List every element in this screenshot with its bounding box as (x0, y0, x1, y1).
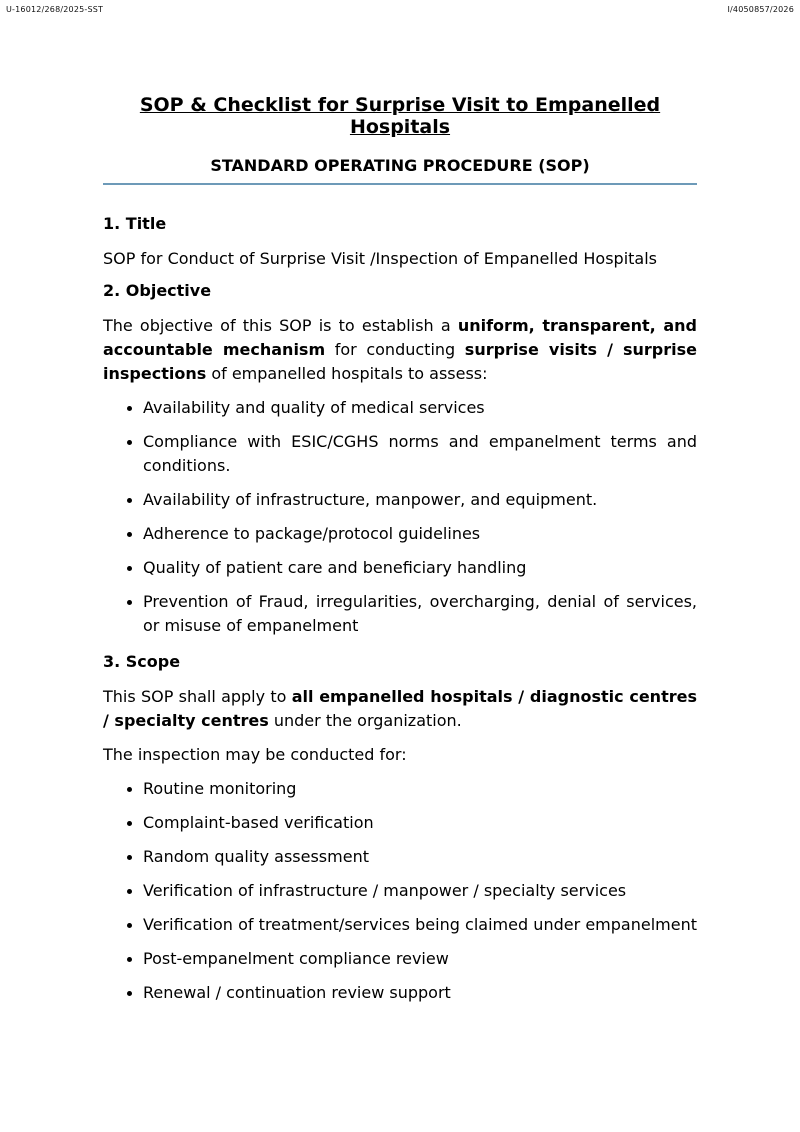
list-item: Availability of infrastructure, manpower, and equipment. (143, 488, 697, 512)
section-heading-objective: 2. Objective (103, 281, 212, 300)
bullet-icon (127, 889, 132, 894)
list-item: Compliance with ESIC/CGHS norms and empanelment terms and conditions. (143, 430, 697, 478)
list-item: Verification of infrastructure / manpower / specialty services (143, 879, 697, 903)
list-item: Random quality assessment (143, 845, 697, 869)
bullet-icon (127, 498, 132, 503)
bullet-icon (127, 600, 132, 605)
list-item: Adherence to package/protocol guidelines (143, 522, 697, 546)
scope-paragraph: This SOP shall apply to all empanelled hospitals / diagnostic centres / specialty centres under the organization. (103, 687, 697, 730)
scope-intro: The inspection may be conducted for: (103, 745, 407, 764)
section-heading-scope: 3. Scope (103, 652, 181, 671)
list-item: Verification of treatment/services being claimed under empanelment (143, 913, 697, 937)
bullet-icon (127, 821, 132, 826)
bullet-icon (127, 406, 132, 411)
list-item: Post-empanelment compliance review (143, 947, 697, 971)
list-item: Routine monitoring (143, 777, 697, 801)
list-item: Availability and quality of medical services (143, 396, 697, 420)
bullet-icon (127, 957, 132, 962)
bullet-icon (127, 440, 132, 445)
bullet-icon (127, 787, 132, 792)
section-title-text: SOP for Conduct of Surprise Visit /Inspection of Empanelled Hospitals (103, 249, 657, 268)
list-item: Complaint-based verification (143, 811, 697, 835)
bullet-icon (127, 566, 132, 571)
objective-list (103, 396, 697, 638)
file-reference-right: I/4050857/2026 (727, 5, 794, 14)
document-title: SOP & Checklist for Surprise Visit to Empanelled Hospitals (139, 94, 661, 138)
bullet-icon (127, 532, 132, 537)
bullet-icon (127, 855, 132, 860)
list-item: Renewal / continuation review support (143, 981, 697, 1005)
section-heading-title: 1. Title (103, 214, 167, 233)
divider-rule (103, 183, 697, 185)
bullet-icon (127, 991, 132, 996)
bullet-icon (127, 923, 132, 928)
document-subtitle: STANDARD OPERATING PROCEDURE (SOP) (210, 156, 590, 175)
objective-paragraph: The objective of this SOP is to establish a uniform, transparent, and accountable mechanism for conducting surprise visits / surprise inspections of empanelled hospitals to assess: (103, 316, 698, 383)
file-reference-left: U-16012/268/2025-SST (6, 5, 104, 14)
scope-list (103, 777, 697, 1005)
document-page (103, 94, 697, 1005)
list-item: Quality of patient care and beneficiary handling (143, 556, 697, 580)
list-item: Prevention of Fraud, irregularities, overcharging, denial of services, or misuse of empanelment (143, 590, 697, 638)
